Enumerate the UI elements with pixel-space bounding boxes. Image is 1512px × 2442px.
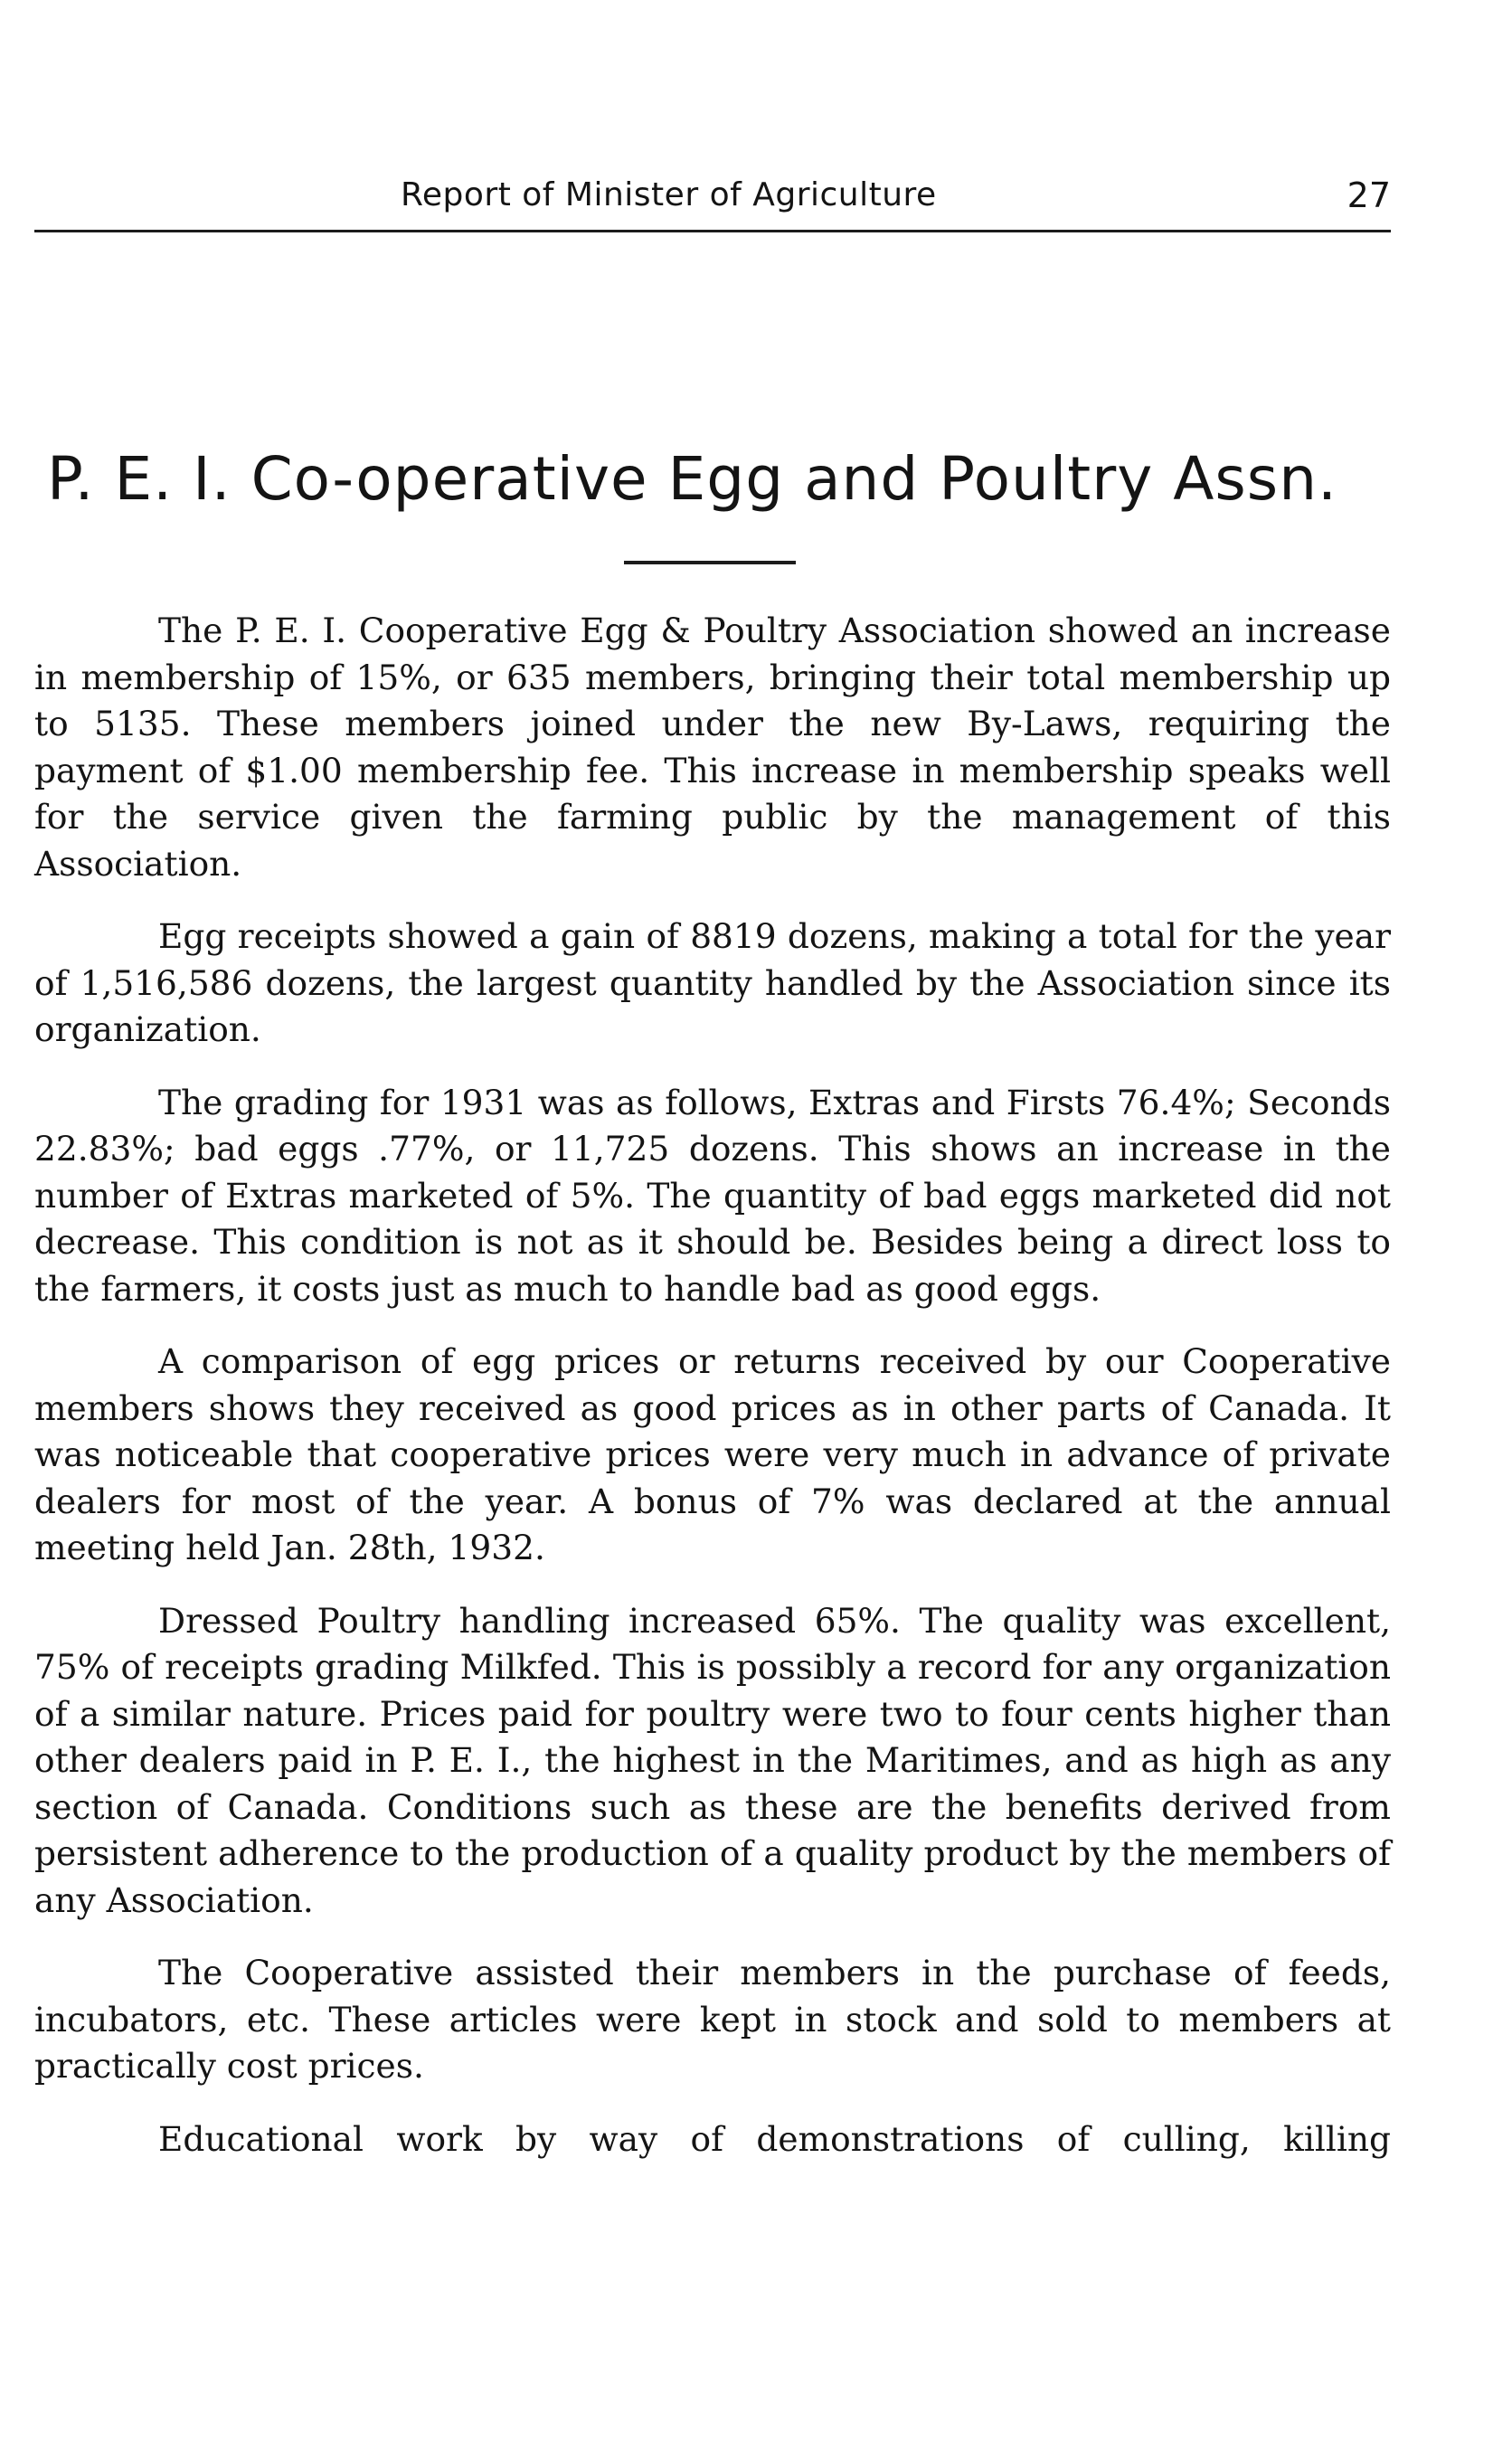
paragraph-educational-work: Educational work by way of demonstrations of culling, killing: [158, 2118, 1391, 2159]
paragraph-purchases: The Cooperative assisted their members in the purchase of feeds, incubators, etc. These articles were kept in stock and sold to members at practically cost prices.: [34, 1953, 1391, 2086]
running-head-title: Report of Minister of Agriculture: [401, 176, 937, 213]
header-rule: [34, 230, 1391, 232]
article-body: [34, 608, 1391, 2189]
paragraph-price-comparison: A comparison of egg prices or returns received by our Cooperative members shows they received as good prices as in other parts of Canada. It was noticeable that cooperative prices were very much in advance of private dealers for most of the year. A bonus of 7% was declared at the annual meeting held Jan. 28th, 1932.: [34, 1341, 1391, 1567]
paragraph-membership: The P. E. I. Cooperative Egg & Poultry Association showed an increase in membership of 15%, or 635 members, bringing their total membership up to 5135. These members joined under the new By-Laws, requiring the payment of $1.00 membership fee. This increase in membership speaks well for the service given the farming public by the management of this Association.: [34, 610, 1391, 884]
page-number: 27: [1347, 175, 1391, 215]
article-title: P. E. I. Co-operative Egg and Poultry Assn.: [47, 444, 1338, 514]
paragraph-egg-receipts: Egg receipts showed a gain of 8819 dozens, making a total for the year of 1,516,586 dozens, the largest quantity handled by the Association since its organization.: [34, 916, 1391, 1049]
title-underline-rule: [624, 561, 796, 564]
paragraph-grading: The grading for 1931 was as follows, Extras and Firsts 76.4%; Seconds 22.83%; bad eggs .77%, or 11,725 dozens. This shows an increase in the number of Extras marketed of 5%. The quantity of bad eggs marketed did not decrease. This condition is not as it should be. Besides being a direct loss to the farmers, it costs just as much to handle bad as good eggs.: [34, 1082, 1391, 1309]
running-head: [34, 172, 1391, 235]
paragraph-dressed-poultry: Dressed Poultry handling increased 65%. The quality was excellent, 75% of receipts grading Milkfed. This is possibly a record for any organization of a similar nature. Prices paid for poultry were two to four cents higher than other dealers paid in P. E. I., the highest in the Maritimes, and as high as any section of Canada. Conditions such as these are the benefits derived from persistent adherence to the production of a quality product by the members of any Association.: [34, 1600, 1391, 1920]
